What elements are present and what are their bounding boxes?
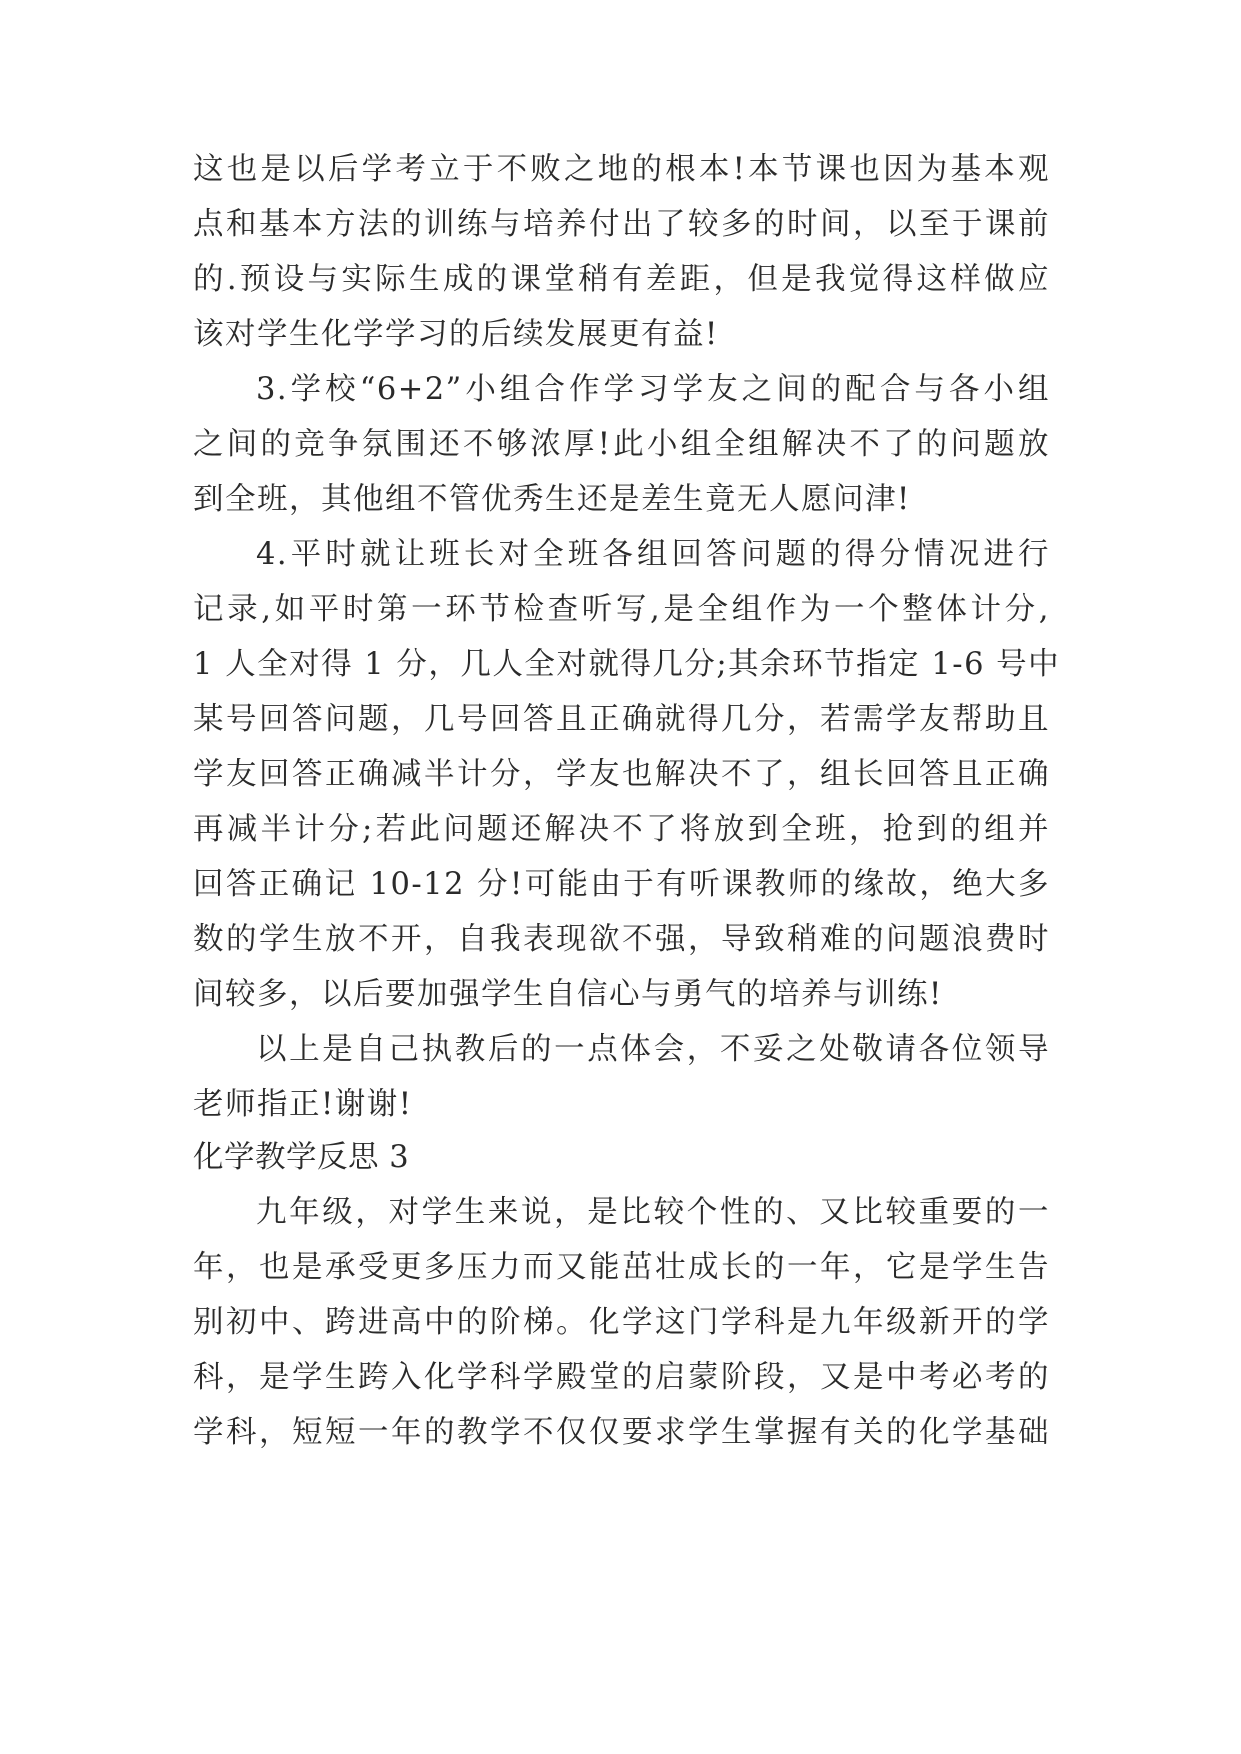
- text-line: 学友回答正确减半计分，学友也解决不了，组长回答且正确: [193, 757, 1050, 792]
- text-line: 1 人全对得 1 分，几人全对就得几分;其余环节指定 1-6 号中: [193, 647, 1061, 682]
- text-line: 这也是以后学考立于不败之地的根本!本节课也因为基本观: [193, 152, 1050, 187]
- text-line: 之间的竞争氛围还不够浓厚!此小组全组解决不了的问题放: [193, 427, 1050, 462]
- text-line: 学科，短短一年的教学不仅仅要求学生掌握有关的化学基础: [193, 1415, 1050, 1450]
- text-line: 记录,如平时第一环节检查听写,是全组作为一个整体计分,: [193, 592, 1050, 627]
- text-line: 再减半计分;若此问题还解决不了将放到全班，抢到的组并: [193, 812, 1050, 847]
- text-line: 该对学生化学学习的后续发展更有益!: [193, 317, 719, 352]
- paragraph-4-start: 4.平时就让班长对全班各组回答问题的得分情况进行: [256, 537, 1050, 572]
- text-line: 科，是学生跨入化学科学殿堂的启蒙阶段，又是中考必考的: [193, 1360, 1050, 1395]
- section-heading: 化学教学反思 3: [193, 1140, 410, 1175]
- paragraph-3-start: 3.学校“6+2”小组合作学习学友之间的配合与各小组: [256, 372, 1050, 407]
- section-paragraph-start: 九年级，对学生来说，是比较个性的、又比较重要的一: [256, 1195, 1050, 1230]
- text-line: 老师指正!谢谢!: [193, 1087, 413, 1122]
- text-line: 某号回答问题，几号回答且正确就得几分，若需学友帮助且: [193, 702, 1050, 737]
- text-line: 别初中、跨进高中的阶梯。化学这门学科是九年级新开的学: [193, 1305, 1050, 1340]
- text-line: 到全班，其他组不管优秀生还是差生竟无人愿问津!: [193, 482, 911, 517]
- text-line: 间较多，以后要加强学生自信心与勇气的培养与训练!: [193, 977, 943, 1012]
- text-line: 的.预设与实际生成的课堂稍有差距，但是我觉得这样做应: [193, 262, 1050, 297]
- text-line: 点和基本方法的训练与培养付出了较多的时间，以至于课前: [193, 207, 1050, 242]
- text-line: 回答正确记 10-12 分!可能由于有听课教师的缘故，绝大多: [193, 867, 1050, 902]
- text-line: 数的学生放不开，自我表现欲不强，导致稍难的问题浪费时: [193, 922, 1050, 957]
- closing-paragraph-start: 以上是自己执教后的一点体会，不妥之处敬请各位领导: [256, 1032, 1050, 1067]
- text-line: 年，也是承受更多压力而又能茁壮成长的一年，它是学生告: [193, 1250, 1050, 1285]
